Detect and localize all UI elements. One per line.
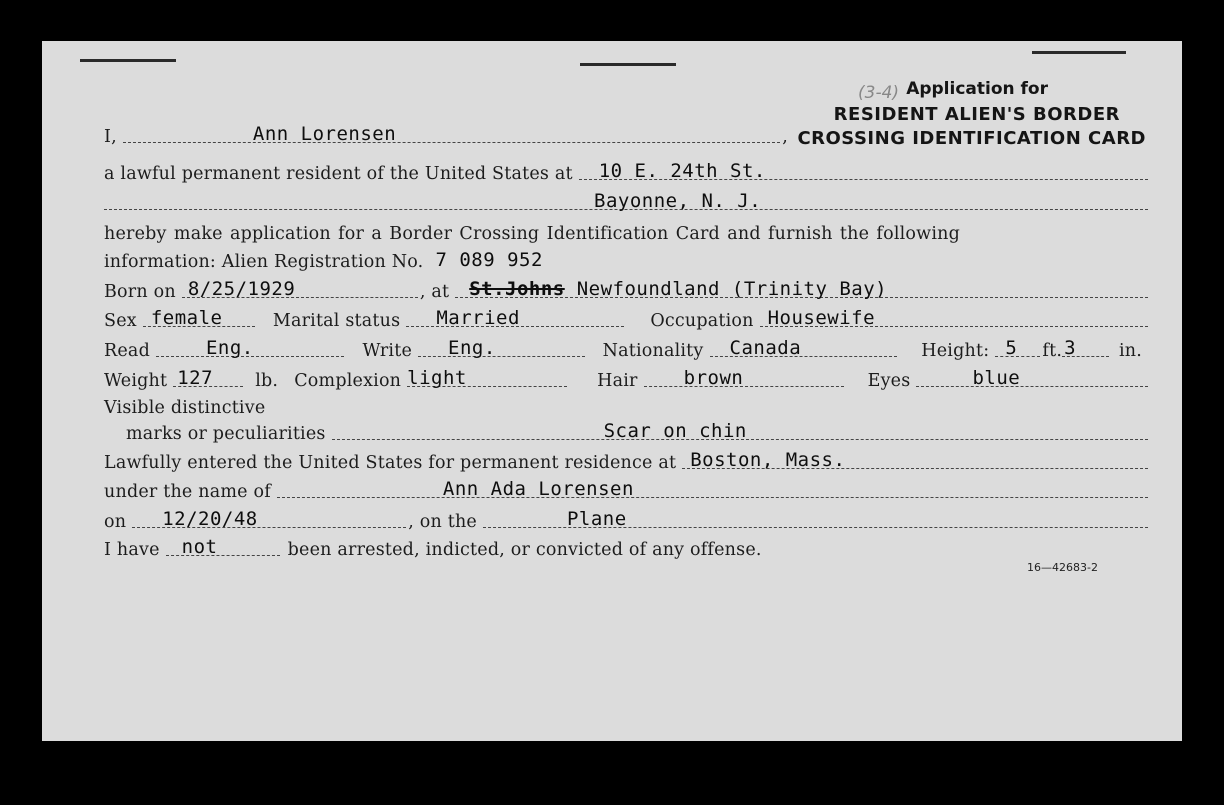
value-height-in: 3: [1064, 337, 1077, 359]
field-name: [123, 120, 780, 143]
field-birthplace: [455, 275, 1148, 298]
label-entered: Lawfully entered the United States for permanent residence at: [104, 453, 677, 473]
value-conveyance: Plane: [566, 508, 627, 530]
field-weight: [173, 364, 243, 387]
label-eyes: Eyes: [867, 371, 911, 391]
field-entry-date: [132, 505, 406, 528]
value-birthplace-struck: St.Johns: [469, 278, 565, 300]
value-marital: Married: [436, 307, 520, 329]
value-not: not: [181, 536, 218, 558]
value-entry-port: Boston, Mass.: [690, 449, 846, 471]
value-name: Ann Lorensen: [252, 123, 397, 145]
value-read: Eng.: [205, 337, 254, 359]
label-occupation: Occupation: [650, 311, 754, 331]
field-not: [166, 533, 280, 556]
label-marks: marks or peculiarities: [126, 424, 326, 444]
form-number: 16—42683-2: [1027, 561, 1098, 574]
row-marks: [126, 414, 1148, 444]
header-line3: CROSSING IDENTIFICATION CARD: [797, 128, 1146, 149]
field-registration: [429, 246, 605, 271]
row-registration: [104, 242, 1148, 272]
field-conveyance: [483, 505, 1148, 528]
value-entry-name: Ann Ada Lorensen: [442, 478, 634, 500]
label-read: Read: [104, 341, 150, 361]
field-height-ft: [995, 334, 1040, 357]
row-entered: [104, 443, 1148, 473]
field-read: [156, 334, 345, 357]
field-entry-port: [682, 446, 1148, 469]
label-arrested: been arrested, indicted, or convicted of any offense.: [287, 540, 762, 560]
label-hereby: hereby make application for a Border Crossing Identification Card and furnish the following: [104, 224, 960, 244]
top-rule-center: [580, 63, 676, 66]
field-height-in: [1062, 334, 1109, 357]
label-hair: Hair: [597, 371, 638, 391]
value-sex: female: [150, 307, 223, 329]
field-complexion: [407, 364, 567, 387]
label-marital: Marital status: [272, 311, 401, 331]
value-eyes: blue: [972, 367, 1021, 389]
row-sex: [104, 301, 1148, 331]
value-hair: brown: [683, 367, 744, 389]
label-under: under the name of: [104, 482, 271, 502]
row-address2: [104, 184, 1148, 214]
label-on-the: , on the: [408, 512, 477, 532]
field-marks: [332, 417, 1148, 440]
value-complexion: light: [407, 367, 467, 389]
pencil-mark: (3-4): [858, 83, 900, 103]
header-line2: RESIDENT ALIEN'S BORDER: [833, 104, 1120, 125]
field-born-on: [182, 275, 418, 298]
field-address1: [579, 157, 1148, 180]
field-hair: [644, 364, 844, 387]
value-write: Eng.: [448, 337, 496, 359]
value-height-ft: 5: [1005, 337, 1018, 359]
label-at: , at: [419, 282, 450, 302]
label-have: I have: [104, 540, 160, 560]
label-visible: Visible distinctive: [104, 398, 266, 418]
row-under: [104, 472, 1148, 502]
header-line1: Application for: [906, 79, 1048, 99]
row-born: [104, 272, 1148, 302]
label-lb: lb.: [255, 371, 279, 391]
value-entry-date: 12/20/48: [162, 508, 258, 530]
value-occupation: Housewife: [767, 307, 876, 329]
row-weight: [104, 361, 1148, 391]
row-arrested: [104, 530, 1148, 560]
value-birthplace: Newfoundland (Trinity Bay): [576, 278, 888, 300]
label-info: information: Alien Registration No.: [104, 252, 424, 272]
label-in: in.: [1118, 341, 1142, 361]
value-born-on: 8/25/1929: [187, 278, 296, 300]
field-address2: [104, 187, 1148, 210]
value-weight: 127: [177, 367, 214, 389]
field-sex: [143, 304, 255, 327]
label-resident: a lawful permanent resident of the United States at: [104, 164, 573, 184]
label-sex: Sex: [104, 311, 137, 331]
field-occupation: [760, 304, 1148, 327]
application-card: [42, 41, 1182, 741]
value-registration: 7 089 952: [435, 249, 543, 271]
label-write: Write: [362, 341, 413, 361]
label-i: I,: [104, 127, 117, 147]
label-nationality: Nationality: [602, 341, 704, 361]
label-ft: ft.: [1042, 341, 1063, 361]
label-weight: Weight: [104, 371, 168, 391]
row-name: I, Ann Lorensen ,: [104, 117, 794, 147]
field-eyes: [916, 364, 1148, 387]
label-complexion: Complexion: [294, 371, 402, 391]
label-on: on: [104, 512, 127, 532]
row-address1: [104, 154, 1148, 184]
value-address2: Bayonne, N. J.: [594, 190, 762, 212]
field-marital: [406, 304, 624, 327]
label-born: Born on: [104, 282, 176, 302]
top-rule-left: [80, 59, 176, 62]
row-on: [104, 502, 1148, 532]
label-height: Height:: [921, 341, 990, 361]
field-entry-name: [277, 475, 1148, 498]
value-nationality: Canada: [729, 337, 802, 359]
top-rule-right: [1032, 51, 1126, 54]
value-address1: 10 E. 24th St.: [598, 160, 766, 182]
row-hereby: [104, 214, 1148, 244]
value-marks: Scar on chin: [603, 420, 747, 442]
row-read: [104, 331, 1148, 361]
field-write: [418, 334, 585, 357]
field-nationality: [710, 334, 898, 357]
